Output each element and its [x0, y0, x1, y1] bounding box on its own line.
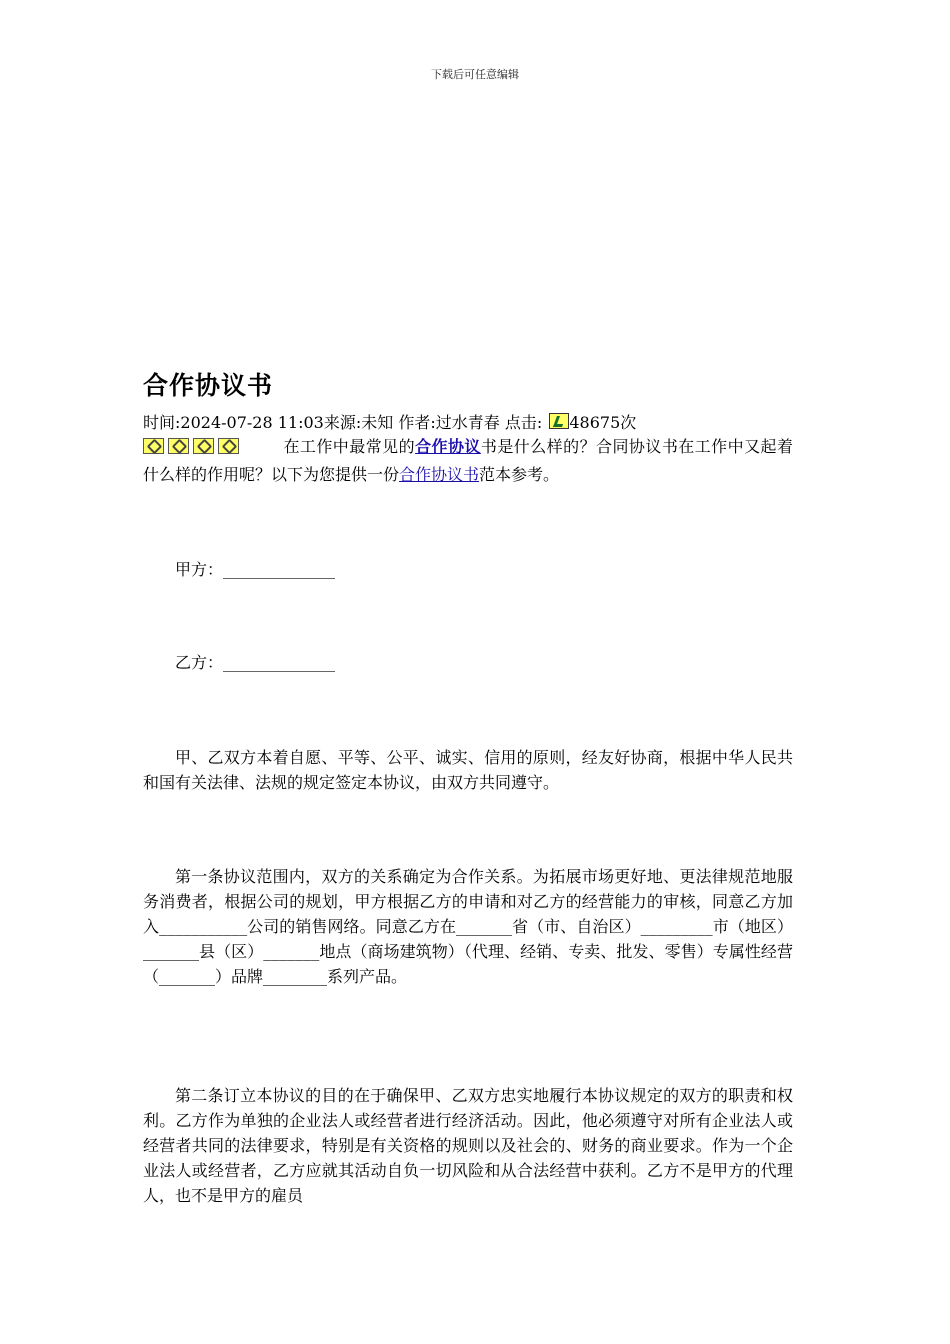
author-text: 作者:过水青春	[398, 413, 500, 432]
rating-star-icon	[168, 438, 189, 454]
agreement-template-link[interactable]: 合作协议书	[399, 465, 480, 484]
article-2-paragraph: 第二条订立本协议的目的在于确保甲、乙双方忠实地履行本协议规定的双方的职责和权利。乙方作为单独的企业法人或经营者进行经济活动。因此，他必须遵守对所有企业法人或经营者共同的法律要求，特别是有关资格的规则以及社会的、财务的商业要求。作为一个企业法人或经营者，乙方应就其活动自负一切风险和从合法经营中获利。乙方不是甲方的代理人，也不是甲方的雇员	[143, 1086, 793, 1205]
header-note: 下载后可任意编辑	[431, 68, 519, 81]
time-value: 2024-07-28 11:03	[180, 413, 324, 432]
click-count-icon	[549, 413, 569, 429]
intro-paragraph	[143, 434, 793, 488]
intro-text-3: 范本参考。	[479, 465, 560, 484]
source-text: 来源:未知	[323, 413, 394, 432]
party-b-line: 乙方：______________	[175, 653, 336, 672]
intro-text-1: 在工作中最常见的	[283, 437, 416, 456]
rating-star-icon	[193, 438, 214, 454]
preamble-paragraph: 甲、乙双方本着自愿、平等、公平、诚实、信用的原则，经友好协商，根据中华人民共和国有关法律、法规的规定签定本协议，由双方共同遵守。	[143, 748, 793, 792]
intro-text-2: 书是什么样的？合同协议书在工作中又起着什么样的作用呢？以下为您提供一份	[143, 437, 793, 484]
page-title: 合作协议书	[143, 371, 274, 400]
rating-star-icon	[143, 438, 164, 454]
article-1-paragraph: 第一条协议范围内，双方的关系确定为合作关系。为拓展市场更好地、更法律规范地服务消费者，根据公司的规划，甲方根据乙方的申请和对乙方的经营能力的审核，同意乙方加入___________公司的销售网络。同意乙方在_______省（市、自治区）_________市（地区）_______县（区）_______地点（商场建筑物）（代理、经销、专卖、批发、零售）专属性经营（_______）品牌________系列产品。	[143, 867, 793, 986]
time-label: 时间:	[143, 413, 181, 432]
rating-icons	[143, 436, 243, 462]
clicks-value: 48675	[569, 413, 621, 432]
clicks-label: 点击:	[504, 413, 543, 432]
rating-star-icon	[218, 438, 239, 454]
party-a-line: 甲方：______________	[175, 560, 336, 579]
cooperation-agreement-link[interactable]: 合作协议	[415, 437, 481, 456]
clicks-unit: 次	[620, 413, 637, 432]
article-meta	[143, 412, 636, 434]
